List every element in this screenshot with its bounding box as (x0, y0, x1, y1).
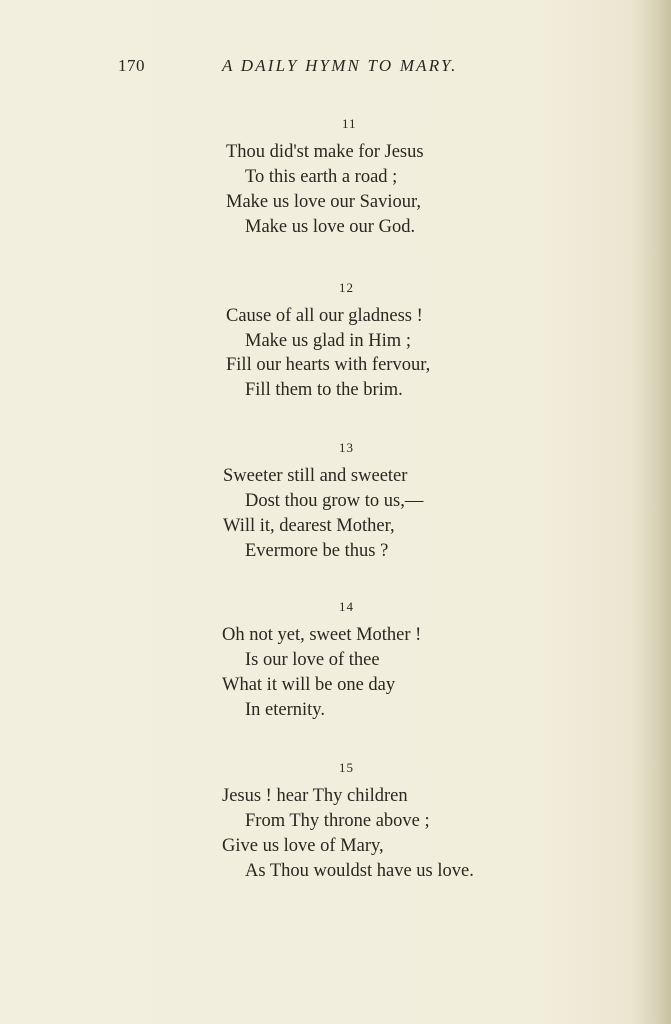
verse-line: Oh not yet, sweet Mother ! (222, 625, 422, 645)
verse-line: Thou did'st make for Jesus (226, 142, 424, 162)
verse-line: Cause of all our gladness ! (226, 306, 423, 326)
verse-line: Fill them to the brim. (245, 380, 403, 400)
verse-line: Sweeter still and sweeter (223, 466, 408, 486)
verse-line: In eternity. (245, 700, 325, 720)
stanza-number: 15 (339, 760, 354, 775)
verse-line: Make us glad in Him ; (245, 331, 411, 351)
verse-line: Will it, dearest Mother, (223, 516, 395, 536)
page-number: 170 (118, 56, 145, 75)
verse-line: Make us love our God. (245, 217, 416, 237)
stanza-number: 12 (339, 280, 354, 295)
verse-line: To this earth a road ; (245, 167, 398, 187)
verse-line: Dost thou grow to us,— (245, 491, 424, 511)
verse-line: From Thy throne above ; (245, 811, 430, 831)
verse-line: Evermore be thus ? (245, 541, 389, 561)
verse-line: Give us love of Mary, (222, 836, 384, 856)
verse-line: What it will be one day (222, 675, 396, 695)
verse-line: Jesus ! hear Thy children (222, 786, 408, 806)
verse-line: As Thou wouldst have us love. (245, 861, 474, 881)
verse-line: Fill our hearts with fervour, (226, 355, 431, 375)
stanza-number: 13 (339, 440, 354, 455)
verse-line: Is our love of thee (245, 650, 380, 670)
stanza-number: 14 (339, 599, 354, 614)
running-title: A DAILY HYMN TO MARY. (222, 56, 458, 75)
verse-line: Make us love our Saviour, (226, 192, 422, 212)
stanza-number: 11 (342, 116, 357, 131)
